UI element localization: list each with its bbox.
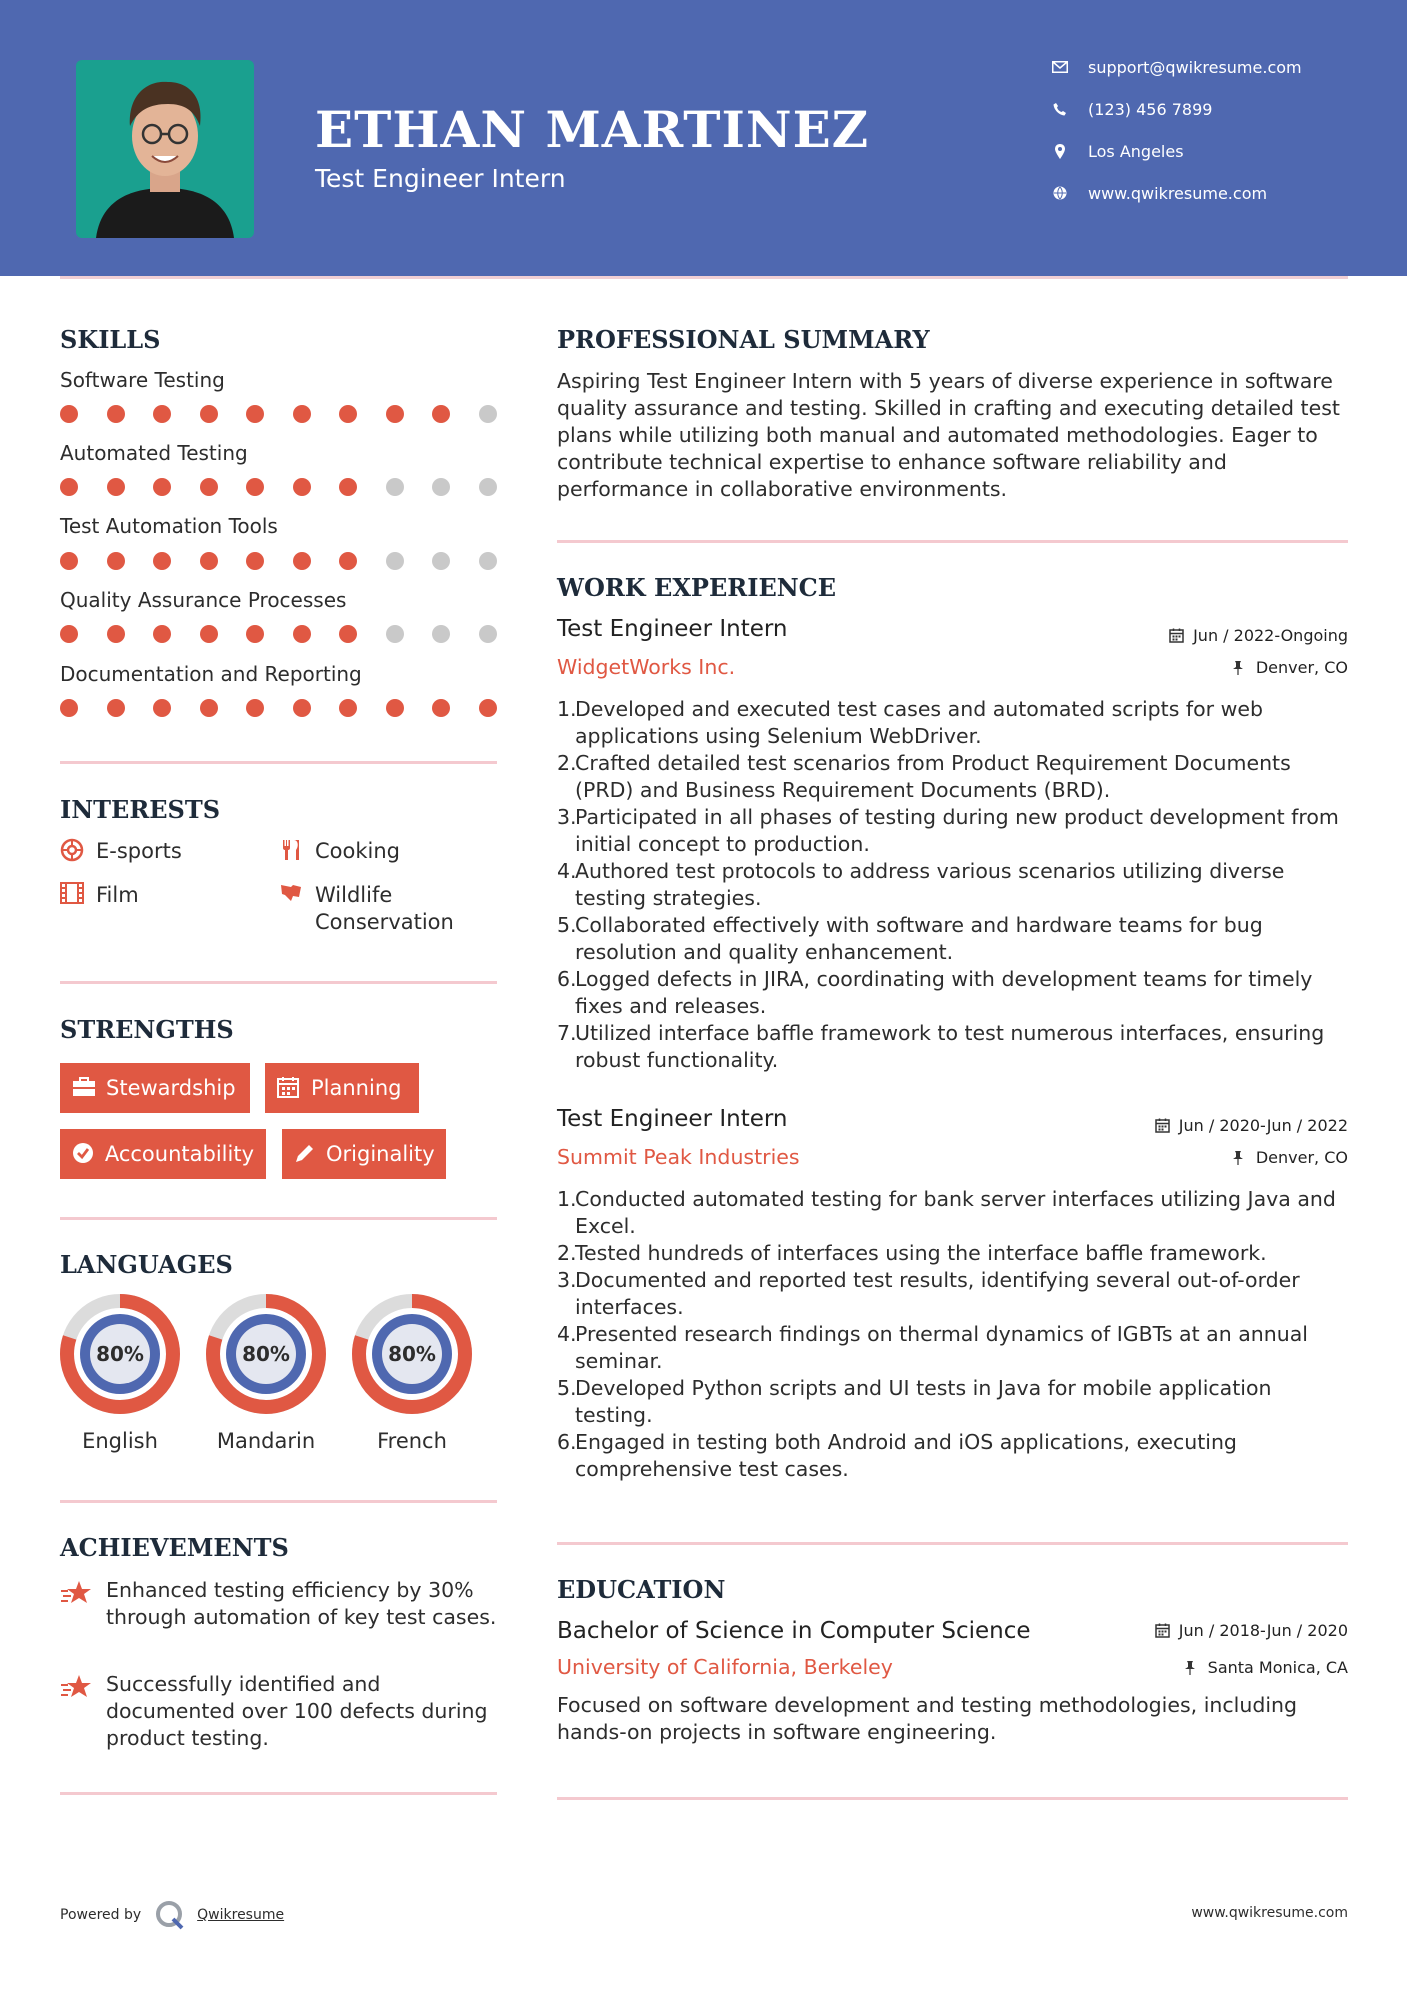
job-dates: Jun / 2022-Ongoing [1169, 626, 1348, 645]
responsibility-text: Logged defects in JIRA, coordinating with development teams for timely fixes and releases. [575, 967, 1313, 1018]
summary-text: Aspiring Test Engineer Intern with 5 years of diverse experience in software quality assurance and testing. Skilled in crafting and executing detailed test plans while utilizing both manual and automated methodologies. Eager to contribute technical expertise to enhance software reliability and performance in collaborative environments. [557, 369, 1340, 501]
responsibility-item [557, 804, 1347, 858]
strength-tag: Originality [282, 1129, 446, 1179]
check-circle-icon [72, 1142, 95, 1166]
skill-dot-filled [107, 552, 125, 570]
globe-icon [1050, 183, 1070, 203]
responsibility-text: Authored test protocols to address various scenarios utilizing diverse testing strategies. [575, 859, 1285, 910]
skill-dot-filled [153, 699, 171, 717]
skill-dot-filled [107, 625, 125, 643]
skill-dot-empty [432, 625, 450, 643]
envelope-icon [1050, 57, 1070, 77]
education-location: Santa Monica, CA [1184, 1658, 1348, 1677]
calendar-icon [1169, 628, 1185, 644]
skill-dot-filled [107, 405, 125, 423]
interest-item: E-sports [60, 838, 182, 865]
skill-dot-filled [386, 405, 404, 423]
list-number: 3. [557, 805, 577, 829]
skill-dot-filled [432, 405, 450, 423]
responsibility-item [557, 750, 1347, 804]
qwikresume-logo-icon [155, 1900, 185, 1930]
contact-location: Los Angeles [1050, 141, 1184, 161]
footer-url[interactable]: www.qwikresume.com [1191, 1905, 1348, 1921]
skill-dot-filled [200, 699, 218, 717]
skill-dot-filled [293, 552, 311, 570]
interest-item: Cooking [279, 838, 400, 865]
job-title: Test Engineer Intern [557, 1106, 788, 1132]
header-divider [60, 276, 1348, 279]
skill-dot-filled [60, 405, 78, 423]
responsibility-text: Developed and executed test cases and automated scripts for web applications using Selenium WebDriver. [575, 697, 1263, 748]
list-number: 5. [557, 913, 577, 937]
phone-icon [1050, 99, 1070, 119]
education-title: EDUCATION [557, 1575, 726, 1604]
skill-dot-empty [432, 478, 450, 496]
responsibility-item [557, 696, 1347, 750]
resume-header [0, 0, 1407, 276]
star-icon [60, 1579, 92, 1609]
strength-tag: Accountability [60, 1129, 266, 1179]
skill-dot-empty [432, 552, 450, 570]
responsibility-item [557, 1375, 1347, 1429]
job-title: Test Engineer Intern [557, 616, 788, 642]
responsibility-item [557, 1321, 1347, 1375]
responsibility-item [557, 966, 1347, 1020]
skill-dot-filled [293, 478, 311, 496]
education-dates: Jun / 2018-Jun / 2020 [1155, 1621, 1348, 1640]
skill-dot-empty [386, 552, 404, 570]
skill-dot-empty [386, 478, 404, 496]
section-divider [60, 1500, 497, 1503]
responsibility-item [557, 1240, 1347, 1267]
job-location: Denver, CO [1232, 658, 1348, 677]
skill-dot-filled [60, 625, 78, 643]
skill-dot-filled [200, 552, 218, 570]
language-donut [351, 1293, 473, 1415]
skill-dot-filled [339, 405, 357, 423]
section-divider [60, 981, 497, 984]
skill-dot-filled [246, 478, 264, 496]
calendar-icon [1155, 1118, 1171, 1134]
responsibility-text: Developed Python scripts and UI tests in Java for mobile application testing. [575, 1376, 1272, 1427]
list-number: 2. [557, 751, 577, 775]
section-divider [60, 1217, 497, 1220]
map-pin-icon [1050, 141, 1070, 161]
contact-phone[interactable]: (123) 456 7899 [1050, 99, 1212, 119]
skill-dot-empty [479, 625, 497, 643]
candidate-role: Test Engineer Intern [315, 164, 566, 193]
responsibility-text: Crafted detailed test scenarios from Product Requirement Documents (PRD) and Business Requirement Documents (BRD). [575, 751, 1291, 802]
donut-percent-label: 80% [388, 1342, 436, 1366]
skill-dot-filled [339, 552, 357, 570]
cooking-icon [279, 838, 305, 864]
responsibility-text: Participated in all phases of testing during new product development from initial concept to production. [575, 805, 1339, 856]
pencil-icon [294, 1142, 316, 1166]
contact-website[interactable]: www.qwikresume.com [1050, 183, 1267, 203]
achievement-item: Enhanced testing efficiency by 30% through automation of key test cases. [60, 1577, 500, 1631]
language-donut [205, 1293, 327, 1415]
responsibility-item [557, 1429, 1347, 1483]
education-description: Focused on software development and testing methodologies, including hands-on projects in software engineering. [557, 1693, 1298, 1744]
list-number: 3. [557, 1268, 577, 1292]
responsibility-item [557, 1020, 1347, 1074]
responsibility-item [557, 1267, 1347, 1321]
responsibility-text: Documented and reported test results, identifying several out-of-order interfaces. [575, 1268, 1300, 1319]
pin-icon [1184, 1660, 1200, 1676]
list-number: 6. [557, 967, 577, 991]
job-responsibilities [557, 1186, 1347, 1483]
skill-dot-filled [200, 625, 218, 643]
achievement-item: Successfully identified and documented over 100 defects during product testing. [60, 1671, 500, 1752]
school-name: University of California, Berkeley [557, 1655, 893, 1679]
skills-title: SKILLS [60, 325, 161, 354]
skill-dot-filled [200, 405, 218, 423]
strength-tag: Planning [265, 1063, 419, 1113]
footer-powered-by: Powered by Qwikresume [60, 1900, 284, 1930]
section-divider [557, 1797, 1348, 1800]
responsibility-item [557, 1186, 1347, 1240]
wildlife-icon [279, 882, 305, 908]
skill-name: Documentation and Reporting [60, 662, 362, 686]
responsibility-text: Tested hundreds of interfaces using the interface baffle framework. [575, 1241, 1267, 1265]
section-divider [60, 761, 497, 764]
skill-dot-filled [432, 699, 450, 717]
list-number: 5. [557, 1376, 577, 1400]
skill-dot-filled [246, 625, 264, 643]
skill-dot-filled [107, 478, 125, 496]
skill-name: Test Automation Tools [60, 514, 278, 538]
skill-dot-empty [479, 405, 497, 423]
skill-dot-empty [479, 478, 497, 496]
interest-item: Wildlife Conservation [279, 882, 479, 936]
interests-title: INTERESTS [60, 795, 221, 824]
responsibility-text: Conducted automated testing for bank server interfaces utilizing Java and Excel. [575, 1187, 1336, 1238]
skill-dot-filled [386, 699, 404, 717]
degree-title: Bachelor of Science in Computer Science [557, 1618, 1031, 1644]
list-number: 1. [557, 1187, 577, 1211]
skill-dot-filled [293, 699, 311, 717]
company-name: WidgetWorks Inc. [557, 655, 736, 679]
responsibility-text: Collaborated effectively with software and hardware teams for bug resolution and quality enhancement. [575, 913, 1263, 964]
profile-photo [76, 60, 254, 238]
star-icon [60, 1673, 92, 1703]
language-name: French [377, 1429, 447, 1453]
job-dates: Jun / 2020-Jun / 2022 [1155, 1116, 1348, 1135]
skill-dot-filled [60, 478, 78, 496]
skill-dot-filled [246, 552, 264, 570]
responsibility-item [557, 912, 1347, 966]
section-divider [557, 1542, 1348, 1545]
responsibility-text: Presented research findings on thermal dynamics of IGBTs at an annual seminar. [575, 1322, 1308, 1373]
section-divider [557, 540, 1348, 543]
skill-dot-filled [200, 478, 218, 496]
skill-dot-empty [386, 625, 404, 643]
calendar-icon [1155, 1623, 1171, 1639]
interest-item: Film [60, 882, 139, 909]
summary-title: PROFESSIONAL SUMMARY [557, 325, 930, 354]
calendar-icon [277, 1076, 301, 1100]
list-number: 2. [557, 1241, 577, 1265]
skill-dot-filled [246, 699, 264, 717]
languages-title: LANGUAGES [60, 1250, 233, 1279]
skill-dot-filled [60, 552, 78, 570]
esports-icon [60, 838, 86, 864]
list-number: 6. [557, 1430, 577, 1454]
skill-name: Quality Assurance Processes [60, 588, 347, 612]
donut-percent-label: 80% [96, 1342, 144, 1366]
list-number: 7. [557, 1021, 577, 1045]
skill-name: Automated Testing [60, 441, 248, 465]
skill-dot-filled [339, 478, 357, 496]
skill-name: Software Testing [60, 368, 225, 392]
language-name: English [82, 1429, 158, 1453]
responsibility-text: Engaged in testing both Android and iOS applications, executing comprehensive test cases. [575, 1430, 1237, 1481]
strengths-title: STRENGTHS [60, 1015, 234, 1044]
donut-percent-label: 80% [242, 1342, 290, 1366]
qwikresume-link[interactable]: Qwikresume [197, 1907, 285, 1923]
skill-dot-filled [153, 625, 171, 643]
skill-dot-filled [153, 552, 171, 570]
skill-dot-filled [293, 625, 311, 643]
contact-email[interactable]: support@qwikresume.com [1050, 57, 1302, 77]
skill-dot-filled [339, 699, 357, 717]
achievements-title: ACHIEVEMENTS [60, 1533, 289, 1562]
language-name: Mandarin [216, 1429, 316, 1453]
language-donut [59, 1293, 181, 1415]
list-number: 4. [557, 1322, 577, 1346]
responsibility-item [557, 858, 1347, 912]
section-divider [60, 1792, 497, 1795]
candidate-name: ETHAN MARTINEZ [315, 100, 870, 159]
strength-tag: Stewardship [60, 1063, 250, 1113]
experience-title: WORK EXPERIENCE [557, 573, 837, 602]
pin-icon [1232, 1150, 1248, 1166]
skill-dot-filled [107, 699, 125, 717]
skill-dot-filled [339, 625, 357, 643]
skill-dot-filled [246, 405, 264, 423]
skill-dot-filled [153, 405, 171, 423]
skill-dot-filled [153, 478, 171, 496]
briefcase-icon [72, 1076, 96, 1100]
job-responsibilities [557, 696, 1347, 1074]
skill-dot-filled [479, 699, 497, 717]
skill-dot-filled [293, 405, 311, 423]
skill-dot-empty [479, 552, 497, 570]
skill-dot-filled [60, 699, 78, 717]
company-name: Summit Peak Industries [557, 1145, 800, 1169]
list-number: 1. [557, 697, 577, 721]
pin-icon [1232, 660, 1248, 676]
job-location: Denver, CO [1232, 1148, 1348, 1167]
film-icon [60, 882, 86, 908]
responsibility-text: Utilized interface baffle framework to test numerous interfaces, ensuring robust functionality. [575, 1021, 1325, 1072]
list-number: 4. [557, 859, 577, 883]
